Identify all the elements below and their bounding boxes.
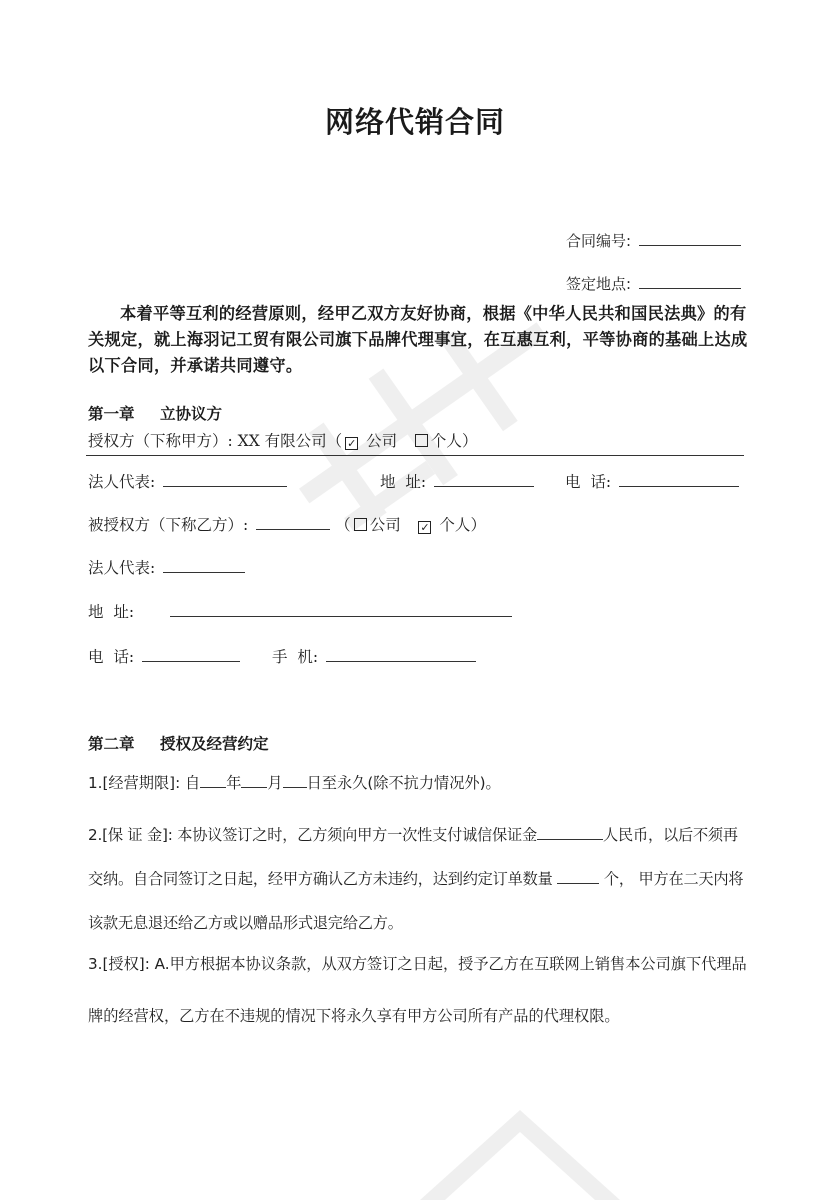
- contract-number-field[interactable]: [639, 231, 741, 246]
- party-b-person-checkbox[interactable]: ✓: [420, 521, 430, 534]
- clause-3: 3.[授权]: A.甲方根据本协议条款，从双方签订之日起，授予乙方在互联网上销售本公司旗下代理品牌的经营权，乙方在不违规的情况下将永久享有甲方公司所有产品的代理权限。: [88, 955, 747, 1025]
- party-b-phone-field[interactable]: [142, 647, 240, 662]
- party-b-phone-row: [88, 645, 240, 667]
- year-field[interactable]: [200, 773, 226, 788]
- party-a-company-label: 公司: [366, 432, 398, 450]
- month-label: 月: [267, 774, 283, 792]
- party-a-legal-rep-field[interactable]: [163, 472, 287, 487]
- chapter1-number: 第一章: [88, 404, 135, 423]
- page-title: 网络代销合同: [324, 105, 505, 139]
- contract-number-row: [566, 230, 741, 251]
- clause-2-text: 2.[保 证 金]: 本协议签订之时，乙方须向甲方一次性支付诚信保证金: [88, 826, 538, 844]
- party-a-legal-rep-row: [88, 470, 287, 492]
- party-b-address-field[interactable]: [170, 602, 512, 617]
- deposit-amount-field[interactable]: [537, 825, 603, 840]
- party-a-row: [88, 429, 477, 451]
- divider: [86, 455, 744, 456]
- legal-rep-label: 法人代表:: [88, 559, 156, 577]
- clause-2-text: 人民币，以后不须再交纳。自合同签订之日起，经甲方确认乙方未违约，达到约定订单数量: [88, 826, 738, 888]
- party-a-person-checkbox[interactable]: [415, 434, 428, 447]
- party-b-company-checkbox[interactable]: [354, 518, 367, 531]
- signing-place-label: 签定地点:: [566, 275, 632, 293]
- chapter2-heading: [88, 732, 269, 754]
- party-a-address-field[interactable]: [434, 472, 534, 487]
- month-field[interactable]: [241, 773, 267, 788]
- legal-rep-label: 法人代表:: [88, 473, 156, 491]
- chapter1-heading: [88, 402, 222, 424]
- chapter2-title: 授权及经营约定: [160, 734, 269, 753]
- party-b-name-field[interactable]: [256, 515, 330, 530]
- clause-2-text: 个， 甲方在二天内将该款无息退还给乙方或以赠品形式退完给乙方。: [88, 870, 744, 932]
- party-b-legal-rep-field[interactable]: [163, 558, 245, 573]
- signing-place-field[interactable]: [639, 274, 741, 289]
- chapter1-title: 立协议方: [160, 404, 223, 423]
- intro-paragraph: 本着平等互利的经营原则，经甲乙双方友好协商，根据《中华人民共和国民法典》的有关规定，就上海羽记工贸有限公司旗下品牌代理事宜，在互惠互利，平等协商的基础上达成以下合同，并承诺共同遵守。: [88, 304, 748, 375]
- paren-close: ）: [470, 516, 486, 534]
- watermark: [420, 1110, 620, 1200]
- party-a-phone-field[interactable]: [619, 472, 739, 487]
- paren-open: （: [335, 516, 351, 534]
- clause-1: [88, 766, 748, 800]
- paren-open: （: [326, 432, 343, 450]
- year-label: 年: [226, 774, 242, 792]
- party-a-label: 授权方（下称甲方）:: [88, 432, 233, 450]
- clause-1-suffix: 日至永久(除不抗力情况外)。: [306, 774, 501, 792]
- party-b-address-row: [88, 600, 512, 622]
- signing-place-row: [566, 273, 741, 294]
- chapter2-number: 第二章: [88, 734, 135, 753]
- party-a-person-label: 个人: [430, 432, 462, 450]
- party-b-legal-rep-row: [88, 556, 245, 578]
- order-quantity-field[interactable]: [557, 869, 599, 884]
- clause-1-prefix: 1.[经营期限]: 自: [88, 774, 201, 792]
- contract-number-label: 合同编号:: [566, 232, 632, 250]
- party-b-company-label: 公司: [369, 516, 401, 534]
- party-b-row: [88, 513, 486, 535]
- party-b-mobile-field[interactable]: [326, 647, 476, 662]
- party-a-address-row: [380, 470, 534, 492]
- phone-label: 电 话:: [565, 473, 612, 491]
- mobile-label: 手 机:: [272, 648, 319, 666]
- party-a-phone-row: [565, 470, 739, 492]
- paren-close: ）: [461, 432, 478, 450]
- party-b-label: 被授权方（下称乙方）:: [88, 516, 249, 534]
- party-b-mobile-row: [272, 645, 476, 667]
- address-label: 地 址:: [88, 603, 135, 621]
- clause-2: [88, 813, 748, 945]
- party-a-name: XX 有限公司: [237, 432, 327, 450]
- address-label: 地 址:: [380, 473, 427, 491]
- phone-label: 电 话:: [88, 648, 135, 666]
- party-b-person-label: 个人: [439, 516, 471, 534]
- day-field[interactable]: [283, 773, 307, 788]
- party-a-company-checkbox[interactable]: ✓: [347, 437, 357, 450]
